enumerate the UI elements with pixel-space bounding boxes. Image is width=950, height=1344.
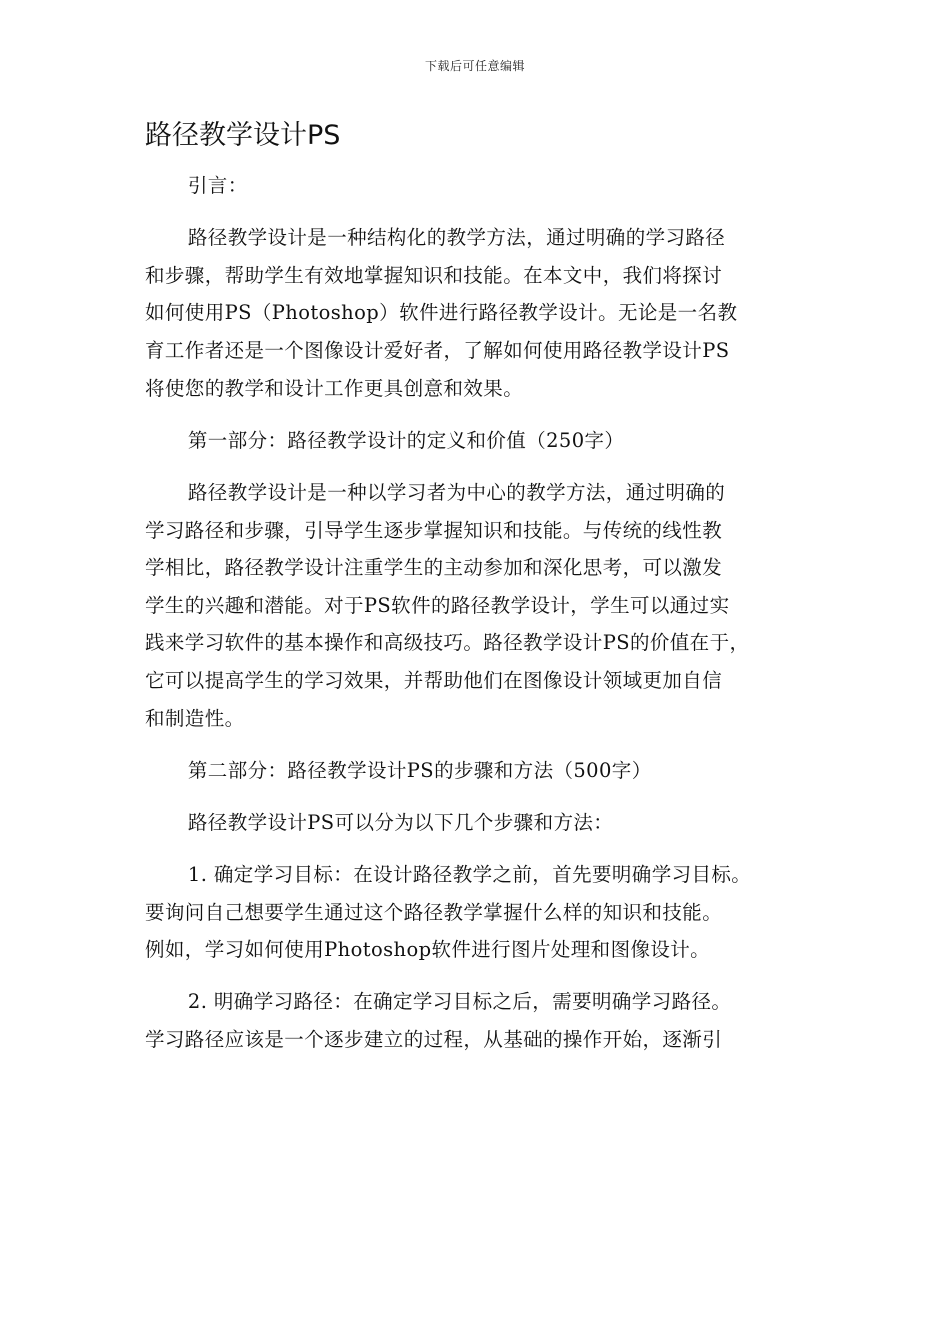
text-line: 1. 确定学习目标：在设计路径教学之前，首先要明确学习目标。 [187,863,752,887]
text-line: 它可以提高学生的学习效果，并帮助他们在图像设计领域更加自信 [145,668,723,692]
text-line: 将使您的教学和设计工作更具创意和效果。 [145,376,524,400]
text-line: 践来学习软件的基本操作和高级技巧。路径教学设计PS的价值在于， [145,631,750,655]
text-line: 学相比，路径教学设计注重学生的主动参加和深化思考，可以激发 [145,556,723,580]
paragraph [145,167,835,205]
text-line: 第一部分：路径教学设计的定义和价值（250字） [187,428,625,452]
text-line: 路径教学设计是一种以学习者为中心的教学方法，通过明确的 [187,480,726,504]
text-line: 和制造性。 [145,706,245,730]
paragraph [145,804,835,842]
paragraph [145,474,835,737]
text-line: 学生的兴趣和潜能。对于PS软件的路径教学设计，学生可以通过实 [145,593,730,617]
paragraph [145,422,835,460]
paragraph [145,219,835,407]
paragraph [145,856,835,969]
text-line: 第二部分：路径教学设计PS的步骤和方法（500字） [187,758,652,782]
text-line: 要询问自己想要学生通过这个路径教学掌握什么样的知识和技能。 [145,900,723,924]
paragraph [145,752,835,790]
paragraph [145,983,835,1058]
header-note: 下载后可任意编辑 [424,59,525,73]
text-line: 如何使用PS（Photoshop）软件进行路径教学设计。无论是一名教 [145,301,738,325]
text-line: 2. 明确学习路径：在确定学习目标之后，需要明确学习路径。 [187,990,732,1014]
text-line: 路径教学设计PS可以分为以下几个步骤和方法： [187,810,614,834]
text-line: 育工作者还是一个图像设计爱好者，了解如何使用路径教学设计PS [145,338,730,362]
document-body [145,167,835,1073]
text-line: 路径教学设计是一种结构化的教学方法，通过明确的学习路径 [187,226,726,250]
text-line: 例如，学习如何使用Photoshop软件进行图片处理和图像设计。 [145,938,711,962]
text-line: 和步骤，帮助学生有效地掌握知识和技能。在本文中，我们将探讨 [145,263,723,287]
text-line: 学习路径应该是一个逐步建立的过程，从基础的操作开始，逐渐引 [145,1028,723,1052]
document-title: 路径教学设计PS [145,120,341,151]
text-line: 学习路径和步骤，引导学生逐步掌握知识和技能。与传统的线性教 [145,518,723,542]
text-line: 引言： [187,174,248,197]
